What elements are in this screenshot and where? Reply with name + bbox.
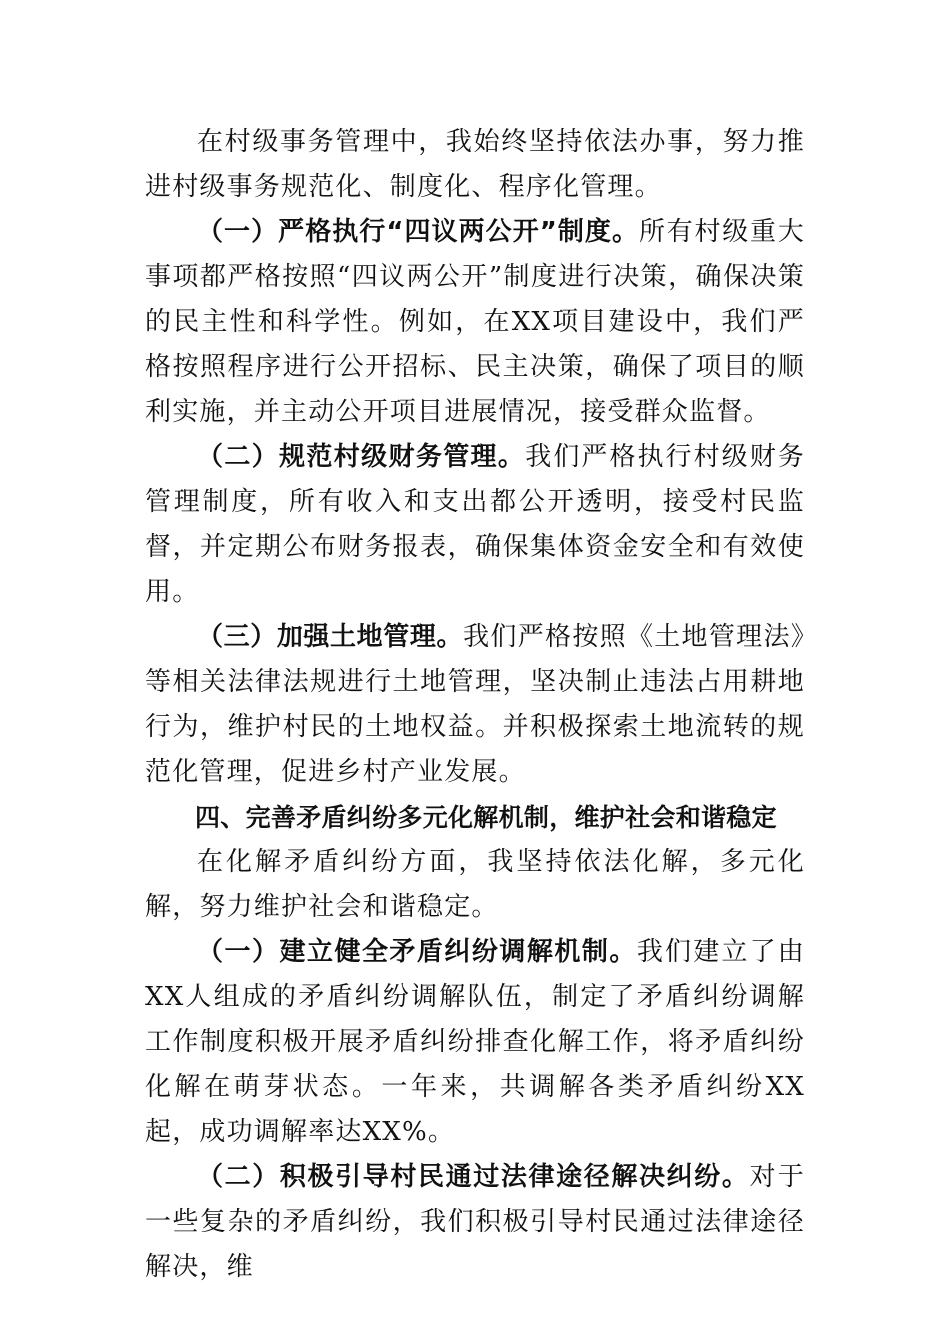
- paragraph-text: 在村级事务管理中，我始终坚持依法办事，努力推进村级事务规范化、制度化、程序化管理。: [145, 127, 805, 202]
- paragraph-text: 在化解矛盾纠纷方面，我坚持依法化解，多元化解，努力维护社会和谐稳定。: [145, 847, 805, 922]
- paragraph-item-3: [145, 615, 805, 795]
- paragraph-lead: （三）加强土地管理。: [197, 622, 464, 652]
- paragraph-section-item-2: [145, 1155, 805, 1290]
- paragraph-item-1: [145, 210, 805, 435]
- section-heading: 四、完善矛盾纠纷多元化解机制，维护社会和谐稳定: [195, 803, 777, 832]
- paragraph-section-intro: [145, 840, 805, 930]
- paragraph-item-2: [145, 435, 805, 615]
- paragraph-lead: （一）严格执行“四议两公开”制度。: [197, 217, 640, 247]
- paragraph-text: 对于一些复杂的矛盾纠纷，我们积极引导村民通过法律途径解决，维: [145, 1162, 805, 1282]
- paragraph-text: 我们严格执行村级财务管理制度，所有收入和支出都公开透明，接受村民监督，并定期公布财务报表，确保集体资金安全和有效使用。: [145, 442, 805, 607]
- paragraph-lead: （一）建立健全矛盾纠纷调解机制。: [197, 937, 637, 967]
- paragraph-lead: （二）规范村级财务管理。: [197, 442, 526, 472]
- paragraph-intro: [145, 120, 805, 210]
- document-page: [145, 120, 805, 1290]
- paragraph-section-item-1: [145, 930, 805, 1155]
- paragraph-text: 我们建立了由XX人组成的矛盾纠纷调解队伍，制定了矛盾纠纷调解工作制度积极开展矛盾纠纷排查化解工作，将矛盾纠纷化解在萌芽状态。一年来，共调解各类矛盾纠纷XX起，成功调解率达XX%。: [145, 937, 805, 1147]
- paragraph-lead: （二）积极引导村民通过法律途径解决纠纷。: [197, 1162, 750, 1192]
- paragraph-text: 我们严格按照《土地管理法》等相关法律法规进行土地管理，坚决制止违法占用耕地行为，维护村民的土地权益。并积极探索土地流转的规范化管理，促进乡村产业发展。: [145, 622, 805, 787]
- paragraph-text: 所有村级重大事项都严格按照“四议两公开”制度进行决策，确保决策的民主性和科学性。例如，在XX项目建设中，我们严格按照程序进行公开招标、民主决策，确保了项目的顺利实施，并主动公开项目进展情况，接受群众监督。: [145, 217, 805, 427]
